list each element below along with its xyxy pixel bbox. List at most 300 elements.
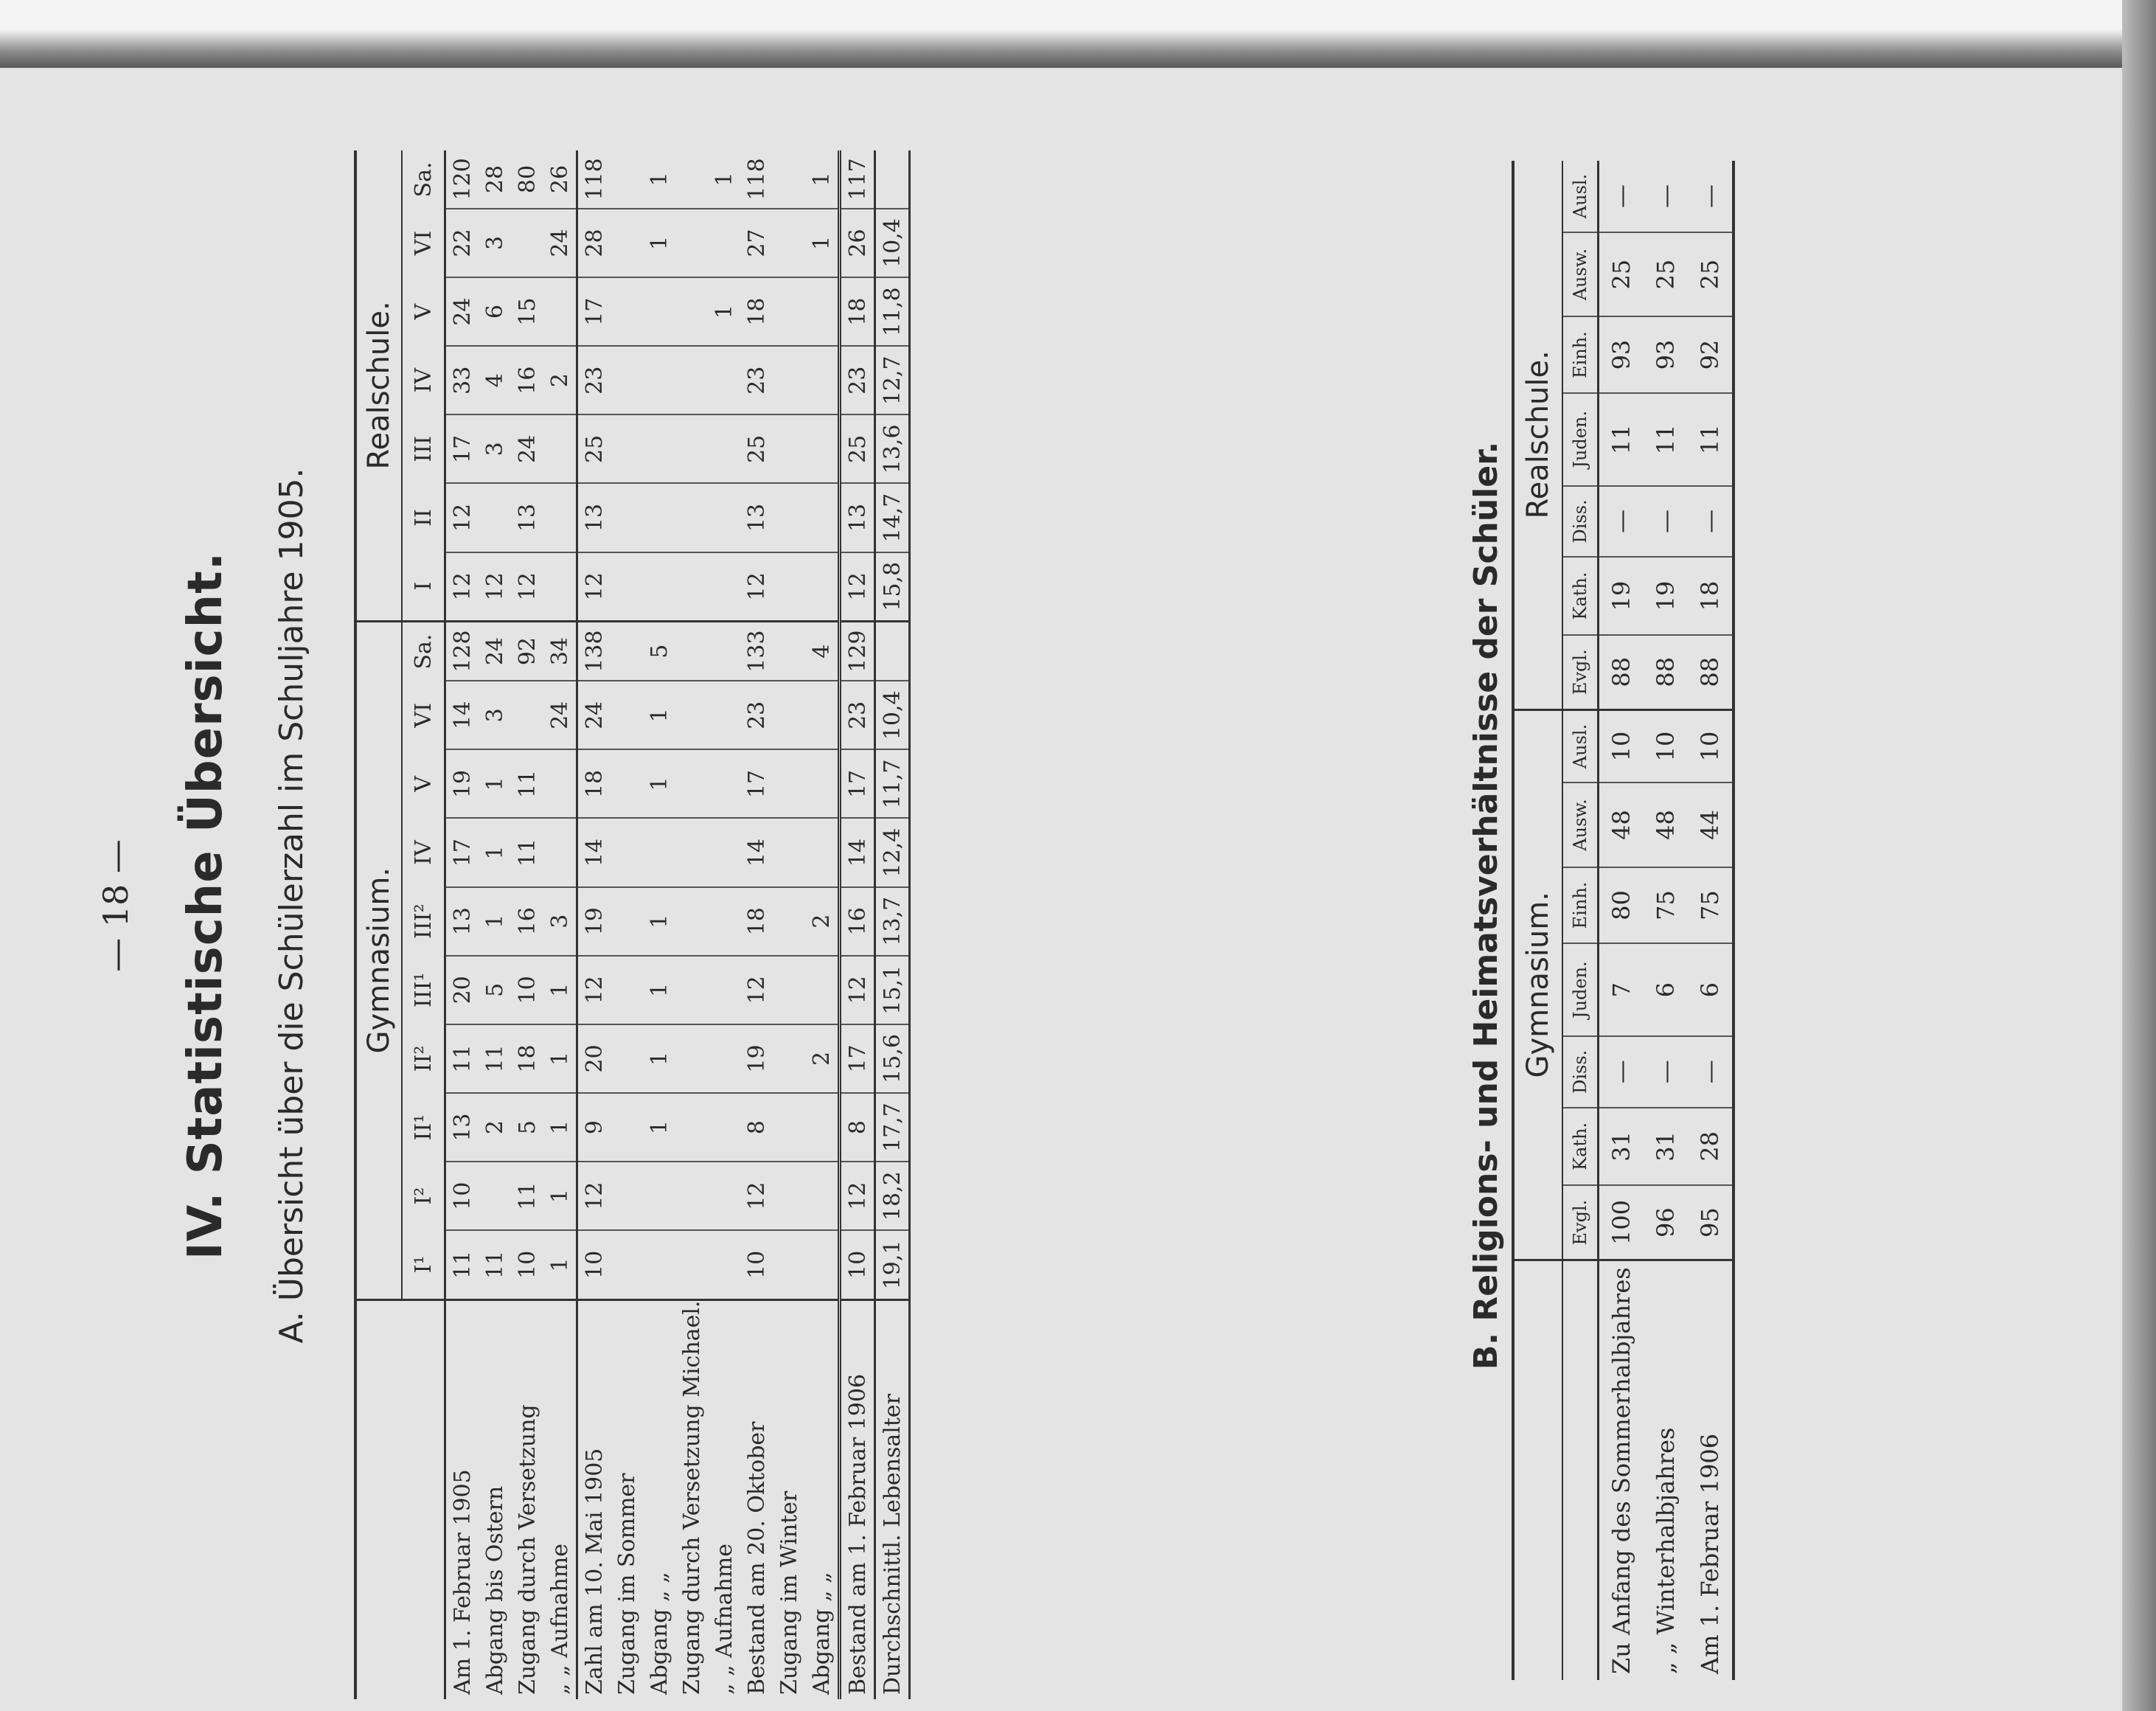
- table-cell: 19: [1644, 557, 1688, 635]
- table-row: [1599, 161, 1644, 1680]
- table-cell: 92: [511, 621, 543, 681]
- table-cell: 88: [1599, 635, 1644, 709]
- table-cell: 11: [479, 1230, 511, 1299]
- table-cell: 19: [445, 749, 479, 818]
- table-cell: [805, 1162, 840, 1230]
- table-cell: 15,6: [875, 1024, 910, 1093]
- table-cell: 120: [445, 150, 479, 209]
- table-cell: —: [1688, 486, 1734, 558]
- table-row: [445, 150, 479, 1699]
- table-cell: [708, 552, 740, 622]
- row-label: Am 1. Februar 1906: [1696, 1433, 1724, 1674]
- table-row: [773, 150, 805, 1699]
- table-cell: 10,4: [875, 681, 910, 749]
- column-header: Ausw.: [1562, 232, 1599, 316]
- table-cell: 10: [1599, 709, 1644, 782]
- table-cell: [543, 749, 577, 818]
- table-cell: 3: [479, 414, 511, 483]
- table-cell: [611, 956, 643, 1024]
- section-b-heading: B. Religions- und Heimatsverhältnisse der Schüler.: [1467, 441, 1505, 1370]
- column-header: III²: [402, 887, 445, 956]
- column-header: III: [402, 414, 445, 483]
- table-row: [543, 150, 577, 1699]
- table-cell: [773, 1230, 805, 1299]
- table-cell: 18: [740, 887, 773, 956]
- table-cell: 18: [740, 277, 773, 346]
- table-cell: [675, 621, 708, 681]
- table-cell: [611, 749, 643, 818]
- table-cell: 92: [1688, 316, 1734, 393]
- column-header: I: [402, 552, 445, 622]
- column-header: Juden.: [1562, 943, 1599, 1036]
- column-header: Juden.: [1562, 393, 1599, 486]
- table-cell: [675, 749, 708, 818]
- table-cell: [611, 1230, 643, 1299]
- table-cell: [675, 1230, 708, 1299]
- table-cell: 28: [479, 150, 511, 209]
- table-religion-heimat: [1512, 161, 1735, 1680]
- row-label: Bestand am 20. Oktober: [743, 1421, 770, 1695]
- table-cell: [773, 749, 805, 818]
- table-cell: 18,2: [875, 1162, 910, 1230]
- row-label: Zu Anfang des Sommerhalbjahres: [1607, 1267, 1635, 1674]
- table-cell: [643, 1162, 675, 1230]
- table-cell: 1: [643, 150, 675, 209]
- table-cell: [708, 621, 740, 681]
- table-cell: 11: [445, 1230, 479, 1299]
- table-cell: 2: [479, 1093, 511, 1162]
- table-cell: 25: [577, 414, 611, 483]
- table-cell: 9: [577, 1093, 611, 1162]
- table-cell: 23: [840, 681, 875, 749]
- table-cell: [543, 552, 577, 622]
- column-header: Sa.: [402, 621, 445, 681]
- table-cell: 15,1: [875, 956, 910, 1024]
- column-header: Sa.: [402, 150, 445, 209]
- table-cell: 23: [840, 346, 875, 414]
- table-cell: 1: [643, 1024, 675, 1093]
- table-cell: 10: [1644, 709, 1688, 782]
- table-cell: 1: [543, 956, 577, 1024]
- table-cell: 1: [643, 681, 675, 749]
- table-cell: 118: [577, 150, 611, 209]
- table-b-label-header: [1562, 1260, 1599, 1681]
- table-cell: 8: [840, 1093, 875, 1162]
- table-cell: 25: [740, 414, 773, 483]
- table-cell: [611, 1162, 643, 1230]
- table-cell: [805, 1093, 840, 1162]
- scan-right-border: [2122, 0, 2156, 1711]
- table-cell: 96: [1644, 1185, 1688, 1260]
- column-header: Evgl.: [1562, 1185, 1599, 1260]
- table-cell: [675, 209, 708, 277]
- table-cell: 13: [577, 483, 611, 552]
- table-cell: [543, 483, 577, 552]
- table-cell: [643, 483, 675, 552]
- table-cell: 13,7: [875, 887, 910, 956]
- table-cell: —: [1688, 161, 1734, 232]
- table-cell: [675, 1162, 708, 1230]
- table-cell: [643, 1230, 675, 1299]
- table-cell: [611, 346, 643, 414]
- table-cell: [611, 552, 643, 622]
- table-cell: [675, 1093, 708, 1162]
- column-header: I²: [402, 1162, 445, 1230]
- table-cell: 12: [445, 483, 479, 552]
- column-header: Einh.: [1562, 867, 1599, 944]
- table-cell: 12,7: [875, 346, 910, 414]
- table-cell: [611, 819, 643, 887]
- table-cell: 6: [1688, 943, 1734, 1036]
- table-cell: 6: [1644, 943, 1688, 1036]
- table-cell: 17: [445, 414, 479, 483]
- table-cell: 24: [543, 681, 577, 749]
- table-cell: [773, 346, 805, 414]
- table-cell: 14: [445, 681, 479, 749]
- table-cell: [643, 346, 675, 414]
- table-cell: [675, 887, 708, 956]
- table-cell: 1: [643, 887, 675, 956]
- table-cell: [479, 483, 511, 552]
- column-header: Diss.: [1562, 486, 1599, 558]
- table-cell: [773, 887, 805, 956]
- table-cell: 7: [1599, 943, 1644, 1036]
- table-cell: [773, 621, 805, 681]
- table-cell: 5: [511, 1093, 543, 1162]
- table-cell: [643, 552, 675, 622]
- table-cell: [675, 483, 708, 552]
- table-cell: —: [1599, 1036, 1644, 1108]
- table-cell: 11: [511, 749, 543, 818]
- table-cell: [511, 681, 543, 749]
- row-label: Zugang im Winter: [776, 1490, 802, 1695]
- table-cell: [511, 209, 543, 277]
- table-cell: 11,7: [875, 749, 910, 818]
- table-cell: [773, 277, 805, 346]
- table-cell: 13: [511, 483, 543, 552]
- table-cell: 25: [1599, 232, 1644, 316]
- table-cell: 18: [511, 1024, 543, 1093]
- table-cell: —: [1644, 1036, 1688, 1108]
- table-cell: [805, 414, 840, 483]
- table-cell: 20: [577, 1024, 611, 1093]
- table-cell: 1: [805, 209, 840, 277]
- column-header: I¹: [402, 1230, 445, 1299]
- table-cell: [675, 819, 708, 887]
- table-cell: 1: [708, 150, 740, 209]
- table-cell: 128: [445, 621, 479, 681]
- table-cell: 8: [740, 1093, 773, 1162]
- row-label: Zugang durch Versetzung: [514, 1404, 540, 1695]
- table-cell: 17: [740, 749, 773, 818]
- table-cell: 93: [1599, 316, 1644, 393]
- table-cell: 34: [543, 621, 577, 681]
- table-cell: 1: [643, 956, 675, 1024]
- table-a-column-headers: [402, 150, 445, 1699]
- table-cell: [875, 621, 910, 681]
- table-cell: [805, 681, 840, 749]
- table-cell: [708, 681, 740, 749]
- table-row: [643, 150, 675, 1699]
- table-cell: —: [1644, 161, 1688, 232]
- table-cell: 3: [479, 681, 511, 749]
- table-cell: 17,7: [875, 1093, 910, 1162]
- table-row: [675, 150, 708, 1699]
- table-cell: [675, 681, 708, 749]
- table-cell: [611, 414, 643, 483]
- table-cell: 133: [740, 621, 773, 681]
- table-cell: [805, 552, 840, 622]
- table-cell: [708, 1230, 740, 1299]
- table-cell: 27: [740, 209, 773, 277]
- group-gymnasium: Gymnasium.: [355, 621, 402, 1299]
- table-cell: [805, 483, 840, 552]
- table-cell: [479, 1162, 511, 1230]
- table-cell: 1: [643, 209, 675, 277]
- table-cell: 80: [511, 150, 543, 209]
- table-cell: [708, 1162, 740, 1230]
- table-row: [479, 150, 511, 1699]
- column-header: IV: [402, 819, 445, 887]
- table-cell: [611, 150, 643, 209]
- table-a-corner: [355, 1299, 402, 1699]
- table-cell: [611, 1093, 643, 1162]
- column-header: Einh.: [1562, 316, 1599, 393]
- table-cell: 16: [511, 887, 543, 956]
- table-cell: 3: [543, 887, 577, 956]
- table-cell: [643, 414, 675, 483]
- table-cell: 1: [543, 1024, 577, 1093]
- table-cell: [773, 414, 805, 483]
- table-cell: 12,4: [875, 819, 910, 887]
- table-cell: 129: [840, 621, 875, 681]
- table-cell: 1: [543, 1230, 577, 1299]
- table-cell: [805, 1230, 840, 1299]
- table-cell: 14,7: [875, 483, 910, 552]
- table-cell: [675, 552, 708, 622]
- table-cell: 15: [511, 277, 543, 346]
- table-cell: 12: [511, 552, 543, 622]
- table-cell: 31: [1599, 1108, 1644, 1186]
- table-cell: 26: [543, 150, 577, 209]
- table-cell: 24: [543, 209, 577, 277]
- table-cell: 14: [577, 819, 611, 887]
- table-cell: [773, 819, 805, 887]
- table-cell: 4: [479, 346, 511, 414]
- table-cell: 12: [740, 1162, 773, 1230]
- row-label: Abgang „ „: [808, 1572, 835, 1695]
- table-cell: [773, 483, 805, 552]
- table-cell: 44: [1688, 782, 1734, 867]
- table-cell: 11: [511, 819, 543, 887]
- row-label: Zahl am 10. Mai 1905: [577, 1299, 611, 1699]
- page-number: — 18 —: [96, 839, 136, 972]
- table-cell: 3: [479, 209, 511, 277]
- table-cell: [708, 483, 740, 552]
- table-cell: [773, 1024, 805, 1093]
- row-label: „ „ Aufnahme: [711, 1544, 737, 1695]
- table-cell: [773, 1093, 805, 1162]
- table-row: [1644, 161, 1688, 1680]
- table-cell: 100: [1599, 1185, 1644, 1260]
- table-cell: 95: [1688, 1185, 1734, 1260]
- column-header: II: [402, 483, 445, 552]
- table-row: [708, 150, 740, 1699]
- table-cell: 26: [840, 209, 875, 277]
- table-cell: [708, 749, 740, 818]
- table-cell: [543, 414, 577, 483]
- table-cell: 80: [1599, 867, 1644, 944]
- table-cell: [611, 887, 643, 956]
- table-cell: 12: [840, 552, 875, 622]
- table-cell: 33: [445, 346, 479, 414]
- table-cell: 14: [840, 819, 875, 887]
- table-cell: [708, 209, 740, 277]
- column-header: V: [402, 749, 445, 818]
- table-cell: 16: [840, 887, 875, 956]
- table-b-body: [1599, 161, 1734, 1680]
- table-cell: 75: [1688, 867, 1734, 944]
- table-cell: 12: [577, 552, 611, 622]
- table-a-body: [445, 150, 910, 1699]
- table-row: [875, 150, 910, 1699]
- table-cell: 22: [445, 209, 479, 277]
- table-cell: [675, 346, 708, 414]
- table-cell: 93: [1644, 316, 1688, 393]
- table-cell: [773, 956, 805, 1024]
- table-cell: 28: [1688, 1108, 1734, 1186]
- table-cell: [708, 819, 740, 887]
- table-cell: 11,8: [875, 277, 910, 346]
- table-a-label-header: [402, 1299, 445, 1699]
- table-cell: 5: [479, 956, 511, 1024]
- table-cell: 1: [479, 887, 511, 956]
- table-cell: 6: [479, 277, 511, 346]
- column-header: Ausl.: [1562, 161, 1599, 232]
- table-cell: 20: [445, 956, 479, 1024]
- table-row: [1688, 161, 1734, 1680]
- column-header: Ausl.: [1562, 709, 1599, 782]
- table-cell: 12: [840, 1162, 875, 1230]
- table-cell: [805, 956, 840, 1024]
- column-header: VI: [402, 681, 445, 749]
- table-cell: 10,4: [875, 209, 910, 277]
- table-cell: 19,1: [875, 1230, 910, 1299]
- row-label: Abgang bis Ostern: [481, 1485, 508, 1695]
- page-title: IV. Statistische Übersicht.: [178, 551, 233, 1260]
- table-cell: [708, 346, 740, 414]
- table-cell: [805, 819, 840, 887]
- table-cell: 12: [740, 552, 773, 622]
- section-a-heading: A. Übersicht über die Schülerzahl im Schuljahre 1905.: [273, 468, 310, 1344]
- table-cell: [675, 414, 708, 483]
- table-cell: 17: [840, 1024, 875, 1093]
- table-cell: 24: [511, 414, 543, 483]
- column-header: III¹: [402, 956, 445, 1024]
- table-cell: 12: [479, 552, 511, 622]
- table-cell: 23: [740, 681, 773, 749]
- table-cell: [611, 209, 643, 277]
- table-cell: 4: [805, 621, 840, 681]
- table-cell: [675, 956, 708, 1024]
- table-cell: [773, 150, 805, 209]
- table-cell: 10: [840, 1230, 875, 1299]
- column-header: IV: [402, 346, 445, 414]
- table-row: [577, 150, 611, 1699]
- table-cell: 2: [543, 346, 577, 414]
- table-cell: 5: [643, 621, 675, 681]
- table-cell: 19: [577, 887, 611, 956]
- table-cell: 11: [445, 1024, 479, 1093]
- table-cell: 25: [840, 414, 875, 483]
- table-row: [805, 150, 840, 1699]
- table-cell: 13: [840, 483, 875, 552]
- table-cell: 28: [577, 209, 611, 277]
- table-row: [840, 150, 875, 1699]
- column-header: Diss.: [1562, 1036, 1599, 1108]
- group-gymnasium-b: Gymnasium.: [1513, 709, 1562, 1260]
- table-cell: 12: [840, 956, 875, 1024]
- table-b-column-headers: [1562, 161, 1599, 1680]
- table-cell: 24: [479, 621, 511, 681]
- column-header: Evgl.: [1562, 635, 1599, 709]
- table-cell: 31: [1644, 1108, 1688, 1186]
- table-cell: —: [1599, 161, 1644, 232]
- table-cell: [805, 346, 840, 414]
- table-cell: 13: [445, 1093, 479, 1162]
- table-cell: 1: [643, 1093, 675, 1162]
- table-cell: 17: [445, 819, 479, 887]
- table-cell: 25: [1644, 232, 1688, 316]
- table-cell: 11: [1644, 393, 1688, 486]
- table-cell: 12: [577, 956, 611, 1024]
- table-cell: 2: [805, 887, 840, 956]
- row-label: Durchschnittl. Lebensalter: [879, 1393, 905, 1695]
- group-realschule-b: Realschule.: [1513, 161, 1562, 709]
- table-cell: [773, 209, 805, 277]
- column-header: Kath.: [1562, 1108, 1599, 1186]
- table-cell: 12: [740, 956, 773, 1024]
- column-header: Ausw.: [1562, 782, 1599, 867]
- table-cell: 17: [840, 749, 875, 818]
- table-cell: 10: [511, 956, 543, 1024]
- table-cell: 1: [805, 150, 840, 209]
- table-cell: [643, 277, 675, 346]
- table-cell: 11: [479, 1024, 511, 1093]
- row-label: „ „ Aufnahme: [546, 1544, 573, 1695]
- column-header: Kath.: [1562, 557, 1599, 635]
- table-row: [511, 150, 543, 1699]
- table-cell: 17: [577, 277, 611, 346]
- row-label: Bestand am 1. Februar 1906: [840, 1299, 875, 1699]
- table-cell: [773, 681, 805, 749]
- column-header: VI: [402, 209, 445, 277]
- table-cell: 19: [740, 1024, 773, 1093]
- table-cell: 117: [840, 150, 875, 209]
- column-header: V: [402, 277, 445, 346]
- row-label: „ „ Winterhalbjahres: [1652, 1427, 1680, 1674]
- table-cell: —: [1599, 486, 1644, 558]
- table-cell: 24: [445, 277, 479, 346]
- table-cell: 10: [740, 1230, 773, 1299]
- table-cell: [543, 277, 577, 346]
- table-cell: 48: [1644, 782, 1688, 867]
- table-cell: [611, 621, 643, 681]
- table-cell: [805, 277, 840, 346]
- table-cell: 1: [543, 1162, 577, 1230]
- table-b-corner: [1513, 1260, 1562, 1681]
- table-cell: 1: [543, 1093, 577, 1162]
